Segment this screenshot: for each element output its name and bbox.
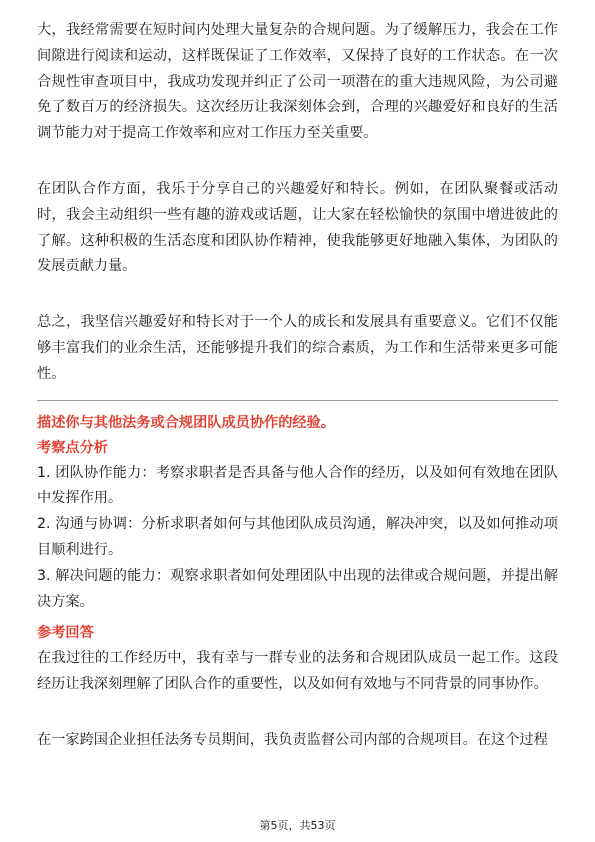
interview-question: 描述你与其他法务或合规团队成员协作的经验。	[37, 414, 335, 431]
analysis-item-problem-solving: 3. 解决问题的能力：观察求职者如何处理团队中出现的法律或合规问题，并提出解决方案。	[37, 567, 558, 610]
analysis-heading: 考察点分析	[37, 439, 108, 456]
body-paragraph-teamwork: 在团队合作方面，我乐于分享自己的兴趣爱好和特长。例如，在团队聚餐或活动时，我会主动组织一些有趣的游戏或话题，让大家在轻松愉快的氛围中增进彼此的了解。这种积极的生活态度和团队协作精神，使我能够更好地融入集体，为团队的发展贡献力量。	[37, 180, 558, 275]
body-paragraph-stress-management: 大，我经常需要在短时间内处理大量复杂的合规问题。为了缓解压力，我会在工作间隙进行阅读和运动，这样既保证了工作效率，又保持了良好的工作状态。在一次合规性审查项目中，我成功发现并纠正了公司一项潜在的重大违规风险，为公司避免了数百万的经济损失。这次经历让我深刻体会到，合理的兴趣爱好和良好的生活调节能力对于提高工作效率和应对工作压力至关重要。	[37, 22, 558, 142]
body-paragraph-conclusion: 总之，我坚信兴趣爱好和特长对于一个人的成长和发展具有重要意义。它们不仅能够丰富我们的业余生活，还能够提升我们的综合素质，为工作和生活带来更多可能性。	[37, 314, 558, 382]
paragraph-gap	[37, 698, 558, 728]
document-page	[37, 18, 558, 754]
reference-answer-paragraph-intro: 在我过往的工作经历中，我有幸与一群专业的法务和合规团队成员一起工作。这段经历让我深刻理解了团队合作的重要性，以及如何有效地与不同背景的同事协作。	[37, 650, 558, 693]
paragraph-gap	[37, 147, 558, 177]
analysis-item-communication: 2. 沟通与协调：分析求职者如何与其他团队成员沟通，解决冲突，以及如何推动项目顺利进行。	[37, 516, 558, 558]
analysis-item-teamwork: 1. 团队协作能力：考察求职者是否具备与他人合作的经历，以及如何有效地在团队中发挥作用。	[37, 464, 558, 507]
section-divider	[37, 400, 558, 401]
paragraph-gap	[37, 280, 558, 310]
reference-answer-heading: 参考回答	[37, 625, 94, 642]
page-number-footer: 第5页，共53页	[259, 819, 336, 832]
reference-answer-paragraph-experience: 在一家跨国企业担任法务专员期间，我负责监督公司内部的合规项目。在这个过程	[37, 731, 548, 748]
